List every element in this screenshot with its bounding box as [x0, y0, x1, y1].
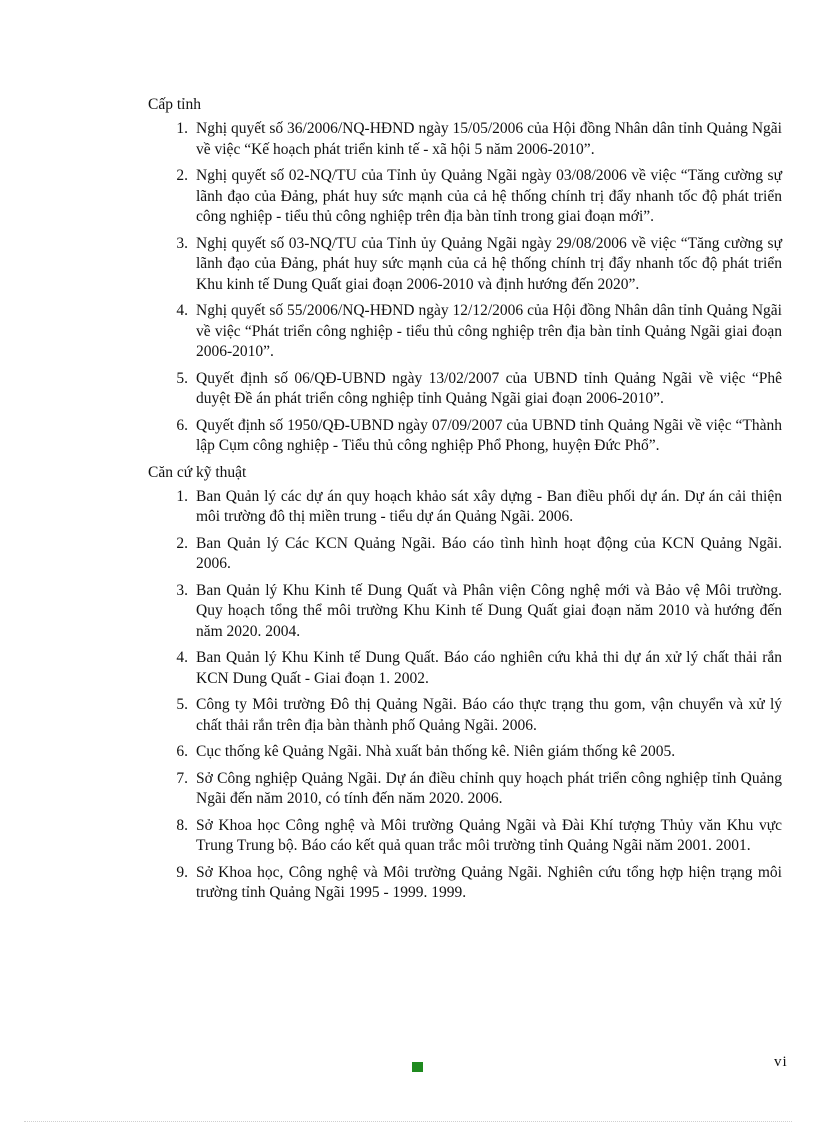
list-item [148, 742, 782, 763]
item-text: Cục thống kê Quảng Ngãi. Nhà xuất bản thống kê. Niên giám thống kê 2005. [196, 743, 676, 760]
item-text: Nghị quyết số 02-NQ/TU của Tỉnh ủy Quảng Ngãi ngày 03/08/2006 về việc “Tăng cường sự lãnh đạo của Đảng, phát huy sức mạnh của cả hệ thống chính trị đẩy nhanh tốc độ phát triển công nghiệp - tiểu thủ công nghiệp trên địa bàn tỉnh trong giai đoạn mới”. [196, 167, 782, 225]
item-number: 7. [176, 769, 188, 787]
item-number: 6. [176, 416, 188, 434]
list-item [148, 816, 782, 857]
list-item [148, 119, 782, 160]
section-technical [148, 463, 782, 904]
item-text: Nghị quyết số 36/2006/NQ-HĐND ngày 15/05/2006 của Hội đồng Nhân dân tỉnh Quảng Ngãi về việc “Kế hoạch phát triển kinh tế - xã hội 5 năm 2006-2010”. [196, 120, 782, 158]
list-item [148, 234, 782, 296]
item-number: 9. [176, 863, 188, 881]
section-heading: Căn cứ kỹ thuật [148, 463, 247, 481]
item-number: 2. [176, 534, 188, 552]
list-item [148, 166, 782, 228]
item-text: Công ty Môi trường Đô thị Quảng Ngãi. Báo cáo thực trạng thu gom, vận chuyển và xử lý chất thải rắn trên địa bàn thành phố Quảng Ngãi. 2006. [196, 696, 782, 734]
list-item [148, 648, 782, 689]
list-item [148, 769, 782, 810]
item-number: 4. [176, 302, 188, 319]
list-item [148, 487, 782, 528]
page-number: vi [774, 1054, 788, 1070]
reference-list [148, 119, 782, 457]
item-number: 6. [176, 743, 188, 760]
item-text: Nghị quyết số 03-NQ/TU của Tỉnh ủy Quảng Ngãi ngày 29/08/2006 về việc “Tăng cường sự lãnh đạo của Đảng, phát huy sức mạnh của cả hệ thống chính trị đẩy nhanh tốc độ phát triển Khu kinh tế Dung Quất giai đoạn 2006-2010 và định hướng đến 2020”. [196, 234, 782, 293]
item-text: Quyết định số 1950/QĐ-UBND ngày 07/09/2007 của UBND tỉnh Quảng Ngãi về việc “Thành lập Cụm công nghiệp - Tiểu thủ công nghiệp Phổ Phong, huyện Đức Phổ”. [196, 416, 782, 454]
item-number: 1. [176, 487, 188, 505]
item-text: Sở Công nghiệp Quảng Ngãi. Dự án điều chỉnh quy hoạch phát triển công nghiệp tỉnh Quảng Ngãi đến năm 2010, có tính đến năm 2020. 2006. [196, 769, 782, 807]
list-item [148, 416, 782, 457]
item-number: 5. [176, 696, 188, 713]
item-text: Ban Quản lý Các KCN Quảng Ngãi. Báo cáo tình hình hoạt động của KCN Quảng Ngãi. 2006. [196, 534, 782, 572]
section-heading: Cấp tỉnh [148, 96, 201, 113]
item-text: Sở Khoa học, Công nghệ và Môi trường Quảng Ngãi. Nghiên cứu tổng hợp hiện trạng môi trường tỉnh Quảng Ngãi 1995 - 1999. 1999. [196, 863, 782, 901]
list-item [148, 863, 782, 904]
list-item [148, 369, 782, 410]
item-text: Ban Quản lý Khu Kinh tế Dung Quất và Phân viện Công nghệ mới và Bảo vệ Môi trường. Quy hoạch tổng thể môi trường Khu Kinh tế Dung Quất giai đoạn năm 2010 và hướng đến năm 2020. 2004. [196, 581, 782, 640]
list-item [148, 581, 782, 643]
page-bottom-divider [24, 1121, 792, 1122]
item-text: Sở Khoa học Công nghệ và Môi trường Quảng Ngãi và Đài Khí tượng Thủy văn Khu vực Trung Trung bộ. Báo cáo kết quả quan trắc môi trường tỉnh Quảng Ngãi năm 2001. 2001. [196, 816, 782, 854]
list-item [148, 534, 782, 575]
item-number: 4. [176, 649, 188, 666]
item-text: Ban Quản lý các dự án quy hoạch khảo sát xây dựng - Ban điều phối dự án. Dự án cải thiện môi trường đô thị miền trung - tiểu dự án Quảng Ngãi. 2006. [196, 487, 782, 525]
item-number: 2. [176, 167, 188, 184]
item-number: 3. [176, 581, 188, 599]
reference-list [148, 487, 782, 904]
item-text: Quyết định số 06/QĐ-UBND ngày 13/02/2007 của UBND tỉnh Quảng Ngãi về việc “Phê duyệt Đề án phát triển công nghiệp tỉnh Quảng Ngãi giai đoạn 2006-2010”. [196, 369, 782, 407]
section-provincial [148, 95, 782, 457]
references-content [148, 95, 782, 910]
list-item [148, 301, 782, 363]
item-number: 8. [176, 816, 188, 834]
item-text: Nghị quyết số 55/2006/NQ-HĐND ngày 12/12/2006 của Hội đồng Nhân dân tỉnh Quảng Ngãi về việc “Phát triển công nghiệp - tiểu thủ công nghiệp trên địa bàn tỉnh Quảng Ngãi giai đoạn 2006-2010”. [196, 302, 782, 360]
list-item [148, 695, 782, 736]
page-marker-square [412, 1062, 423, 1072]
item-text: Ban Quản lý Khu Kinh tế Dung Quất. Báo cáo nghiên cứu khả thi dự án xử lý chất thải rắn KCN Dung Quất - Giai đoạn 1. 2002. [196, 649, 782, 687]
item-number: 5. [176, 369, 188, 387]
item-number: 3. [176, 234, 188, 252]
item-number: 1. [176, 120, 188, 137]
